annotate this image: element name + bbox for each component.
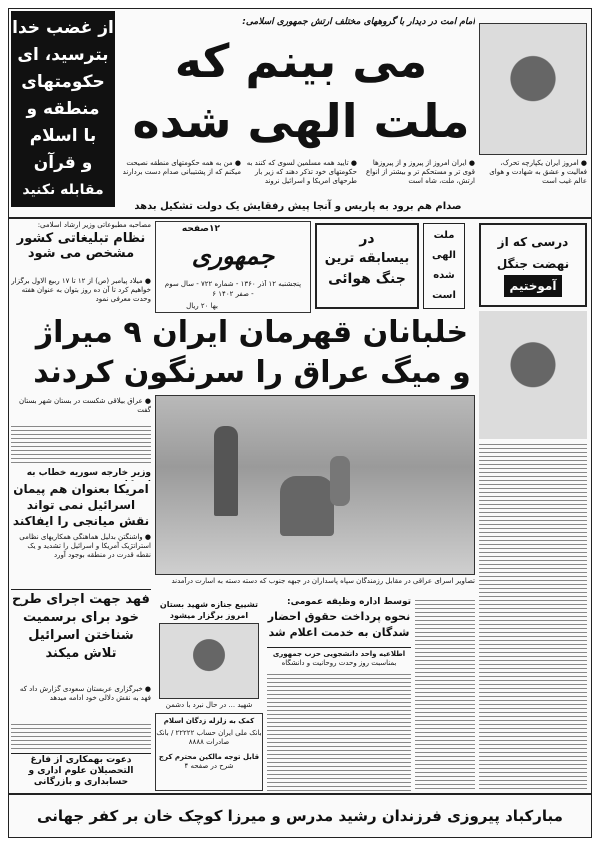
top-headline: می بینم که ملت الهی شده: [132, 34, 470, 148]
left-low-headline: فهد جهت اجرای طرح خود برای برسمیت شناختن اسرائیل تلاش میکند: [12, 592, 150, 661]
masthead-date2: ۶ صفر ۱۴۰۲ -: [212, 290, 254, 298]
left-mid-body-lines: [11, 423, 151, 465]
newspaper-front-page: [8, 8, 592, 838]
masthead: [155, 221, 311, 313]
left-mid-sub: امریکا بعنوان هم پیمان اسرائیل نمی تواند نقش میانجی را ایفاکند: [12, 482, 150, 528]
war-box-line: بیسابقه ترین: [324, 251, 410, 266]
center-body-lines: [415, 597, 475, 791]
quote-word: است: [432, 290, 456, 301]
top-story-col: ● ایران امروز از پیروز و از پیروزها قوی تر و مستحکم تر و بیشتر از انواع ارتش، ملت، شاه است: [365, 159, 475, 185]
left-col-headline: نظام تبلیغاتی کشور مشخص می شود: [16, 231, 146, 261]
right-body-lines: [479, 441, 587, 791]
quote-word: الهی: [432, 250, 456, 261]
quote-word: ملت: [433, 230, 455, 241]
duties-sub2: بمناسبت روز وحدت روحانیت و دانشگاه: [281, 659, 397, 667]
top-kicker: امام امت در دیدار با گروههای مختلف ارتش جمهوری اسلامی:: [242, 17, 475, 27]
quote-word: شده: [433, 270, 455, 281]
war-box-line: جنگ هوائی: [328, 271, 406, 287]
left-mid-headline: وزیر خارجه سوریه خطاب به: [26, 468, 151, 478]
help-box: [155, 713, 263, 791]
page-count: ۱۲صفحه: [181, 224, 220, 234]
right-box: [479, 223, 587, 307]
masthead-price: بها ۲۰ ریال: [186, 302, 218, 310]
right-box-line: آموختیم: [504, 275, 563, 297]
martyr-photo: [159, 623, 259, 699]
left-banner: [11, 11, 115, 207]
masthead-date: پنجشنبه ۱۲ آذر ۱۳۶۰ - شماره ۷۲۲ - سال سوم: [164, 280, 302, 288]
left-banner-line: منطقه و: [26, 99, 100, 119]
left-low-lines: [11, 721, 151, 751]
duties-kicker: توسط اداره وظیفه عمومی:: [287, 597, 411, 607]
left-mid-body: ● واشنگتن بدلیل هماهنگی همکاریهای نظامی استراتژیک آمریکا و اسرائیل را تشدید و یک نقطه قدرت در منطقه بوجود آورد: [19, 533, 151, 559]
pow-photo: [155, 395, 475, 575]
main-headline-line: و میگ عراق را سرنگون کردند: [33, 355, 471, 390]
leader-portrait: [479, 23, 587, 155]
help-items: بانک ملی ایران حساب ۲۲۲۲۲ / بانک صادرات ۸۸۸۸: [156, 729, 262, 746]
duties-sub: اطلاعیه واحد دانشجویی حزب جمهوری: [267, 647, 411, 659]
invite-headline: دعوت بهمکاری از فارغ التحصیلان علوم اداری و حسابداری و بازرگانی: [28, 755, 134, 787]
help-title: کمک به زلزله زدگان اسلام: [163, 717, 255, 725]
main-headline: [29, 313, 475, 393]
help-ref: شرح در صفحه ۴: [184, 762, 234, 770]
main-headline-line: خلبانان قهرمان ایران ۹ میراژ: [35, 315, 469, 350]
bottom-banner: مبارکباد پیروزی فرزندان رشید مدرس و میرزا کوچک خان بر کفر جهانی: [37, 807, 563, 825]
left-banner-line: مقابله نکنید: [22, 182, 104, 198]
top-story-col: ● من به همه حکومتهای منطقه نصیحت میکنم که از پشتیبانی صدام دست بردارند: [122, 159, 241, 176]
photo-caption: تصاویر اسرای عراقی در مقابل رزمندگان سپاه پاسداران در جبهه جنوب که دسته دسته به اسارت درآمدند: [171, 577, 475, 585]
duties-headline: نحوه پرداخت حقوق احضار شدگان به خدمت اعلام شد: [267, 610, 411, 639]
left-col-body: ● میلاد پیامبر (ص) از ۱۲ تا ۱۷ ربیع الاول برگزار خواهیم کرد تا آن ده روز بتوان به عنوان هفته وحدت معرفی نمود: [11, 277, 151, 303]
war-box: [315, 223, 419, 309]
war-box-line: در: [359, 231, 375, 247]
duties-body-lines: [267, 671, 411, 791]
top-story-col: ● امروز ایران یکپارچه تحرک، فعالیت و عشق به شهادت و هوای عالم غیب است: [489, 159, 587, 185]
mirza-portrait: [479, 311, 587, 439]
top-story-col: ● تایید همه مسلمین لسوی که کنند به حکومتهای خود تذکر دهند که زیر بار طرحهای امریکا و اسرائیل نروند: [246, 159, 357, 185]
left-mid-text: ● عراق بیلاقی شکست در بستان شهر بستان گفت: [19, 397, 151, 414]
left-small-kicker: مصاحبه مطبوعاتی وزیر ارشاد اسلامی:: [37, 221, 151, 229]
left-banner-line: حکومتهای: [21, 72, 105, 92]
right-box-line: نهضت جنگل: [496, 257, 570, 271]
funeral-title: تشییع جنازه شهید بستان امروز برگزار میشود: [159, 600, 259, 620]
left-banner-line: از غضب خدا: [12, 18, 114, 38]
right-box-line: درسی که از: [497, 235, 569, 249]
masthead-title: جمهوری: [191, 241, 275, 270]
left-banner-line: بترسید، ای: [17, 45, 109, 65]
help-sum: قابل توجه مالکین محترم کرج: [158, 753, 260, 761]
left-banner-line: با اسلام: [29, 126, 97, 146]
sidebar-quote: [423, 223, 465, 309]
left-banner-line: و قرآن: [33, 153, 93, 173]
left-low-body: ● خبرگزاری عربستان سعودی گزارش داد که فهد به نقش دلالی خود ادامه میدهد: [19, 685, 151, 702]
funeral-caption: شهید ... در حال نبرد با دشمن: [165, 701, 253, 709]
top-subhead: صدام هم برود به پاریس و آنجا پیش رفقایش یک دولت تشکیل بدهد: [134, 201, 462, 212]
